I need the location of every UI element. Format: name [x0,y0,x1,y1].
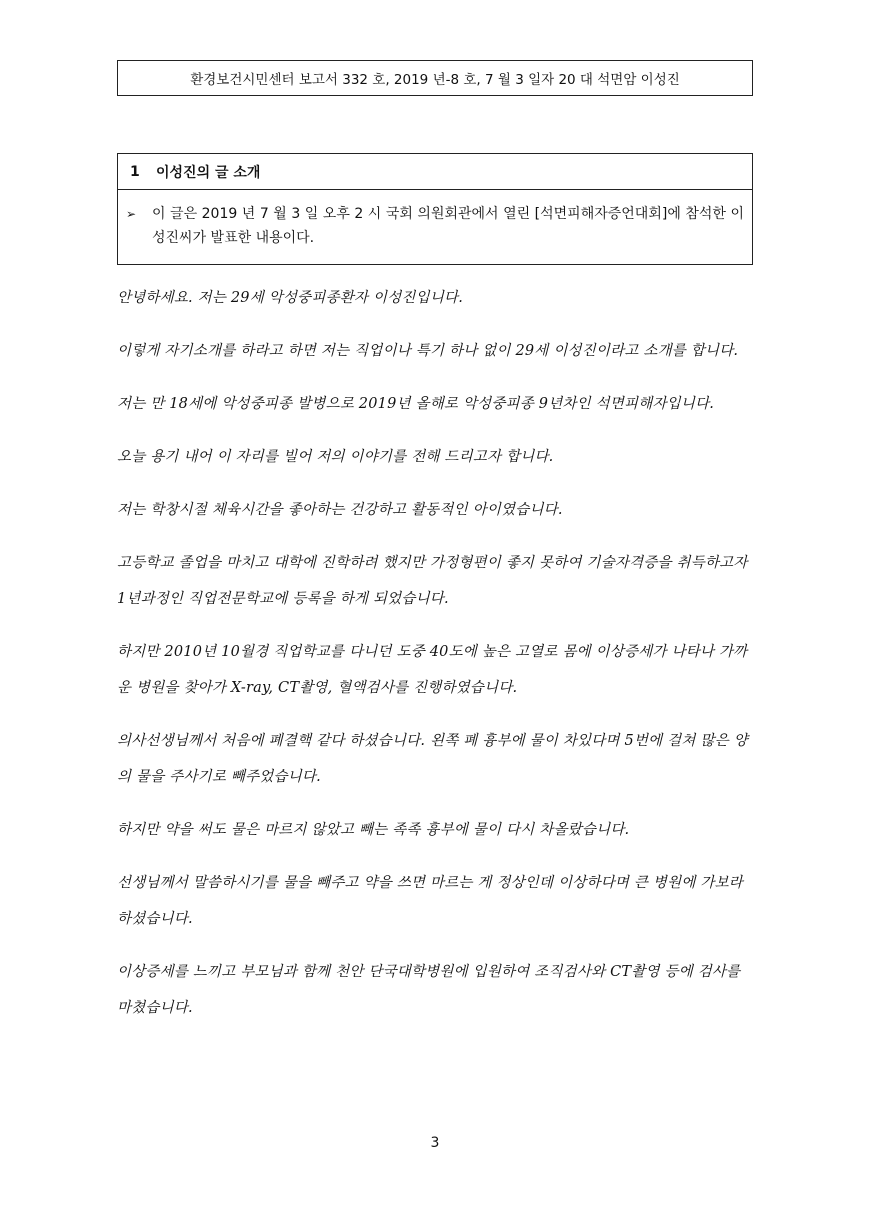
paragraph-8: 의사선생님께서 처음에 폐결핵 같다 하셨습니다. 왼쪽 폐 흉부에 물이 차있다며 5번에 걸쳐 많은 양의 물을 주사기로 빼주었습니다. [117,733,748,785]
section-title: 이성진의 글 소개 [156,164,261,181]
intro-bullet-text: 이 글은 2019 년 7 월 3 일 오후 2 시 국회 의원회관에서 열린 [석면피해자증언대회]에 참석한 이성진씨가 발표한 내용이다. [152,206,744,246]
report-header-title: 환경보건시민센터 보고서 332 호, 2019 년-8 호, 7 월 3 일자 20 대 석면암 이성진 [190,72,680,88]
paragraph-9: 하지만 약을 써도 물은 마르지 않았고 빼는 족족 흉부에 물이 다시 차올랐습니다. [117,822,630,838]
paragraph-3: 저는 만 18세에 악성중피종 발병으로 2019년 올해로 악성중피종 9년차인 석면피해자입니다. [117,396,715,412]
arrow-right-icon: ➢ [126,207,137,221]
intro-heading [118,154,752,190]
intro-bullet [126,202,744,250]
intro-box [117,153,753,265]
paragraph-10: 선생님께서 말씀하시기를 물을 빼주고 약을 쓰면 마르는 게 정상인데 이상하다며 큰 병원에 가보라 하셨습니다. [117,875,743,927]
section-number: 1 [130,163,140,180]
paragraph-7: 하지만 2010년 10월경 직업학교를 다니던 도중 40도에 높은 고열로 몸에 이상증세가 나타나 가까운 병원을 찾아가 X-ray, CT촬영, 혈액검사를 진행하였습니다. [117,644,748,696]
paragraph-5: 저는 학창시절 체육시간을 좋아하는 건강하고 활동적인 아이였습니다. [117,502,563,518]
paragraph-11: 이상증세를 느끼고 부모님과 함께 천안 단국대학병원에 입원하여 조직검사와 CT촬영 등에 검사를 마쳤습니다. [117,964,741,1016]
handwritten-body [117,280,757,1043]
report-header [117,60,753,96]
page-number: 3 [430,1135,440,1151]
paragraph-6: 고등학교 졸업을 마치고 대학에 진학하려 했지만 가정형편이 좋지 못하여 기술자격증을 취득하고자 1년과정인 직업전문학교에 등록을 하게 되었습니다. [117,555,748,607]
paragraph-2: 이렇게 자기소개를 하라고 하면 저는 직업이나 특기 하나 없이 29세 이성진이라고 소개를 합니다. [117,343,739,359]
paragraph-1: 안녕하세요. 저는 29세 악성중피종환자 이성진입니다. [117,290,464,306]
paragraph-4: 오늘 용기 내어 이 자리를 빌어 저의 이야기를 전해 드리고자 합니다. [117,449,554,465]
